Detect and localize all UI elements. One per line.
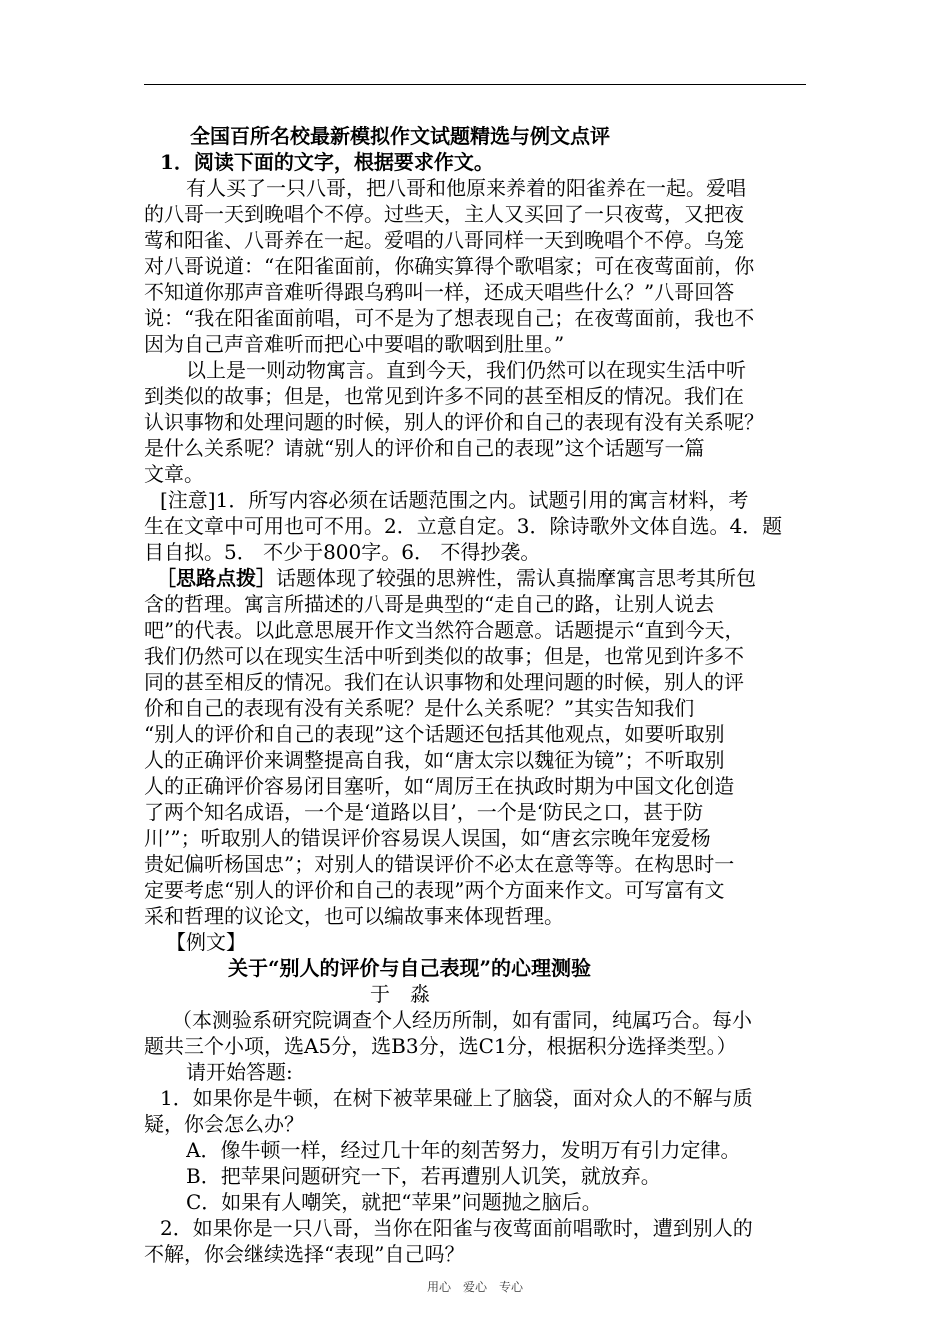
analysis-line: 定要考虑“别人的评价和自己的表现”两个方面来作文。可写富有文	[144, 878, 725, 902]
passage-line: 不知道你那声音难听得跟乌鸦叫一样，还成天唱些什么？”八哥回答	[144, 280, 735, 304]
passage-line: 说：“我在阳雀面前唱，可不是为了想表现自己；在夜莺面前，我也不	[144, 306, 755, 330]
header-rule	[144, 84, 806, 85]
analysis-line: 贵妃偏听杨国忠”；对别人的错误评价不必太在意等等。在构思时一	[144, 852, 735, 876]
question-line: 1．如果你是牛顿，在树下被苹果碰上了脑袋，面对众人的不解与质	[160, 1086, 753, 1110]
analysis-line: 吧”的代表。以此意思展开作文当然符合题意。话题提示“直到今天，	[144, 618, 745, 642]
question-line: 不解，你会继续选择“表现”自己吗？	[144, 1242, 465, 1266]
analysis-text: 话题体现了较强的思辨性，需认真揣摩寓言思考其所包	[276, 566, 756, 590]
passage-line: 文章。	[144, 462, 204, 486]
analysis-line: 同的甚至相反的情况。我们在认识事物和处理问题的时候，别人的评	[144, 670, 744, 694]
intro-line: 题共三个小项，选A5分，选B3分，选C1分，根据积分选择类型。）	[144, 1034, 737, 1058]
analysis-line: 采和哲理的议论文，也可以编故事来体现哲理。	[144, 904, 564, 928]
notes-line: 目自拟。5． 不少于800字。6． 不得抄袭。	[144, 540, 541, 564]
notes-line: 生在文章中可用也可不用。2．立意自定。3．除诗歌外文体自选。4．题	[144, 514, 783, 538]
question-line: 疑，你会怎么办？	[144, 1112, 304, 1136]
analysis-line	[156, 565, 826, 591]
page-footer: 用心 爱心 专心	[426, 1280, 523, 1294]
option-line: B．把苹果问题研究一下，若再遭别人讥笑，就放弃。	[186, 1164, 661, 1188]
analysis-line: 价和自己的表现有没有关系呢？是什么关系呢？”其实告知我们	[144, 696, 695, 720]
passage-line: 认识事物和处理问题的时候，别人的评价和自己的表现有没有关系呢？	[144, 410, 764, 434]
passage-line: 有人买了一只八哥，把八哥和他原来养着的阳雀养在一起。爱唱	[186, 176, 746, 200]
option-line: A．像牛顿一样，经过几十年的刻苦努力，发明万有引力定律。	[186, 1138, 741, 1162]
example-label: 【例文】	[166, 930, 246, 954]
start-text: 请开始答题:	[186, 1060, 293, 1084]
question-line: 2．如果你是一只八哥，当你在阳雀与夜莺面前唱歌时，遭到别人的	[160, 1216, 753, 1240]
analysis-line: “别人的评价和自己的表现”这个话题还包括其他观点，如要听取别	[144, 722, 725, 746]
page-title: 全国百所名校最新模拟作文试题精选与例文点评	[190, 124, 610, 148]
passage-line: 以上是一则动物寓言。直到今天，我们仍然可以在现实生活中听	[186, 358, 746, 382]
passage-line: 到类似的故事；但是，也常见到许多不同的甚至相反的情况。我们在	[144, 384, 744, 408]
option-line: C．如果有人嘲笑，就把“苹果”问题抛之脑后。	[186, 1190, 602, 1214]
intro-line: （本测验系研究院调查个人经历所制，如有雷同，纯属巧合。每小	[172, 1008, 752, 1032]
passage-line: 莺和阳雀、八哥养在一起。爱唱的八哥同样一天到晚唱个不停。乌笼	[144, 228, 744, 252]
analysis-line: 人的正确评价来调整提高自我，如“唐太宗以魏征为镜”；不听取别	[144, 748, 725, 772]
analysis-line: 人的正确评价容易闭目塞听，如“周厉王在执政时期为中国文化创造	[144, 774, 735, 798]
passage-line: 对八哥说道：“在阳雀面前，你确实算得个歌唱家；可在夜莺面前，你	[144, 254, 755, 278]
notes-line: [注意]1．所写内容必须在话题范围之内。试题引用的寓言材料，考	[160, 488, 749, 512]
analysis-line: 了两个知名成语，一个是‘道路以目’，一个是‘防民之口，甚于防	[144, 800, 704, 824]
analysis-line: 我们仍然可以在现实生活中听到类似的故事；但是，也常见到许多不	[144, 644, 744, 668]
passage-line: 的八哥一天到晚唱个不停。过些天，主人又买回了一只夜莺，又把夜	[144, 202, 744, 226]
essay-author: 于 淼	[370, 982, 430, 1006]
question-heading: 1．阅读下面的文字，根据要求作文。	[160, 150, 494, 174]
analysis-line: 含的哲理。寓言所描述的八哥是典型的“走自己的路，让别人说去	[144, 592, 715, 616]
passage-line: 因为自己声音难听而把心中要唱的歌咽到肚里。”	[144, 332, 565, 356]
passage-line: 是什么关系呢？请就“别人的评价和自己的表现”这个话题写一篇	[144, 436, 705, 460]
analysis-line: 川’”；听取别人的错误评价容易误人误国，如“唐玄宗晚年宠爱杨	[144, 826, 711, 850]
analysis-label: ［思路点拨］	[156, 566, 276, 590]
essay-title: 关于“别人的评价与自己表现”的心理测验	[228, 956, 592, 980]
